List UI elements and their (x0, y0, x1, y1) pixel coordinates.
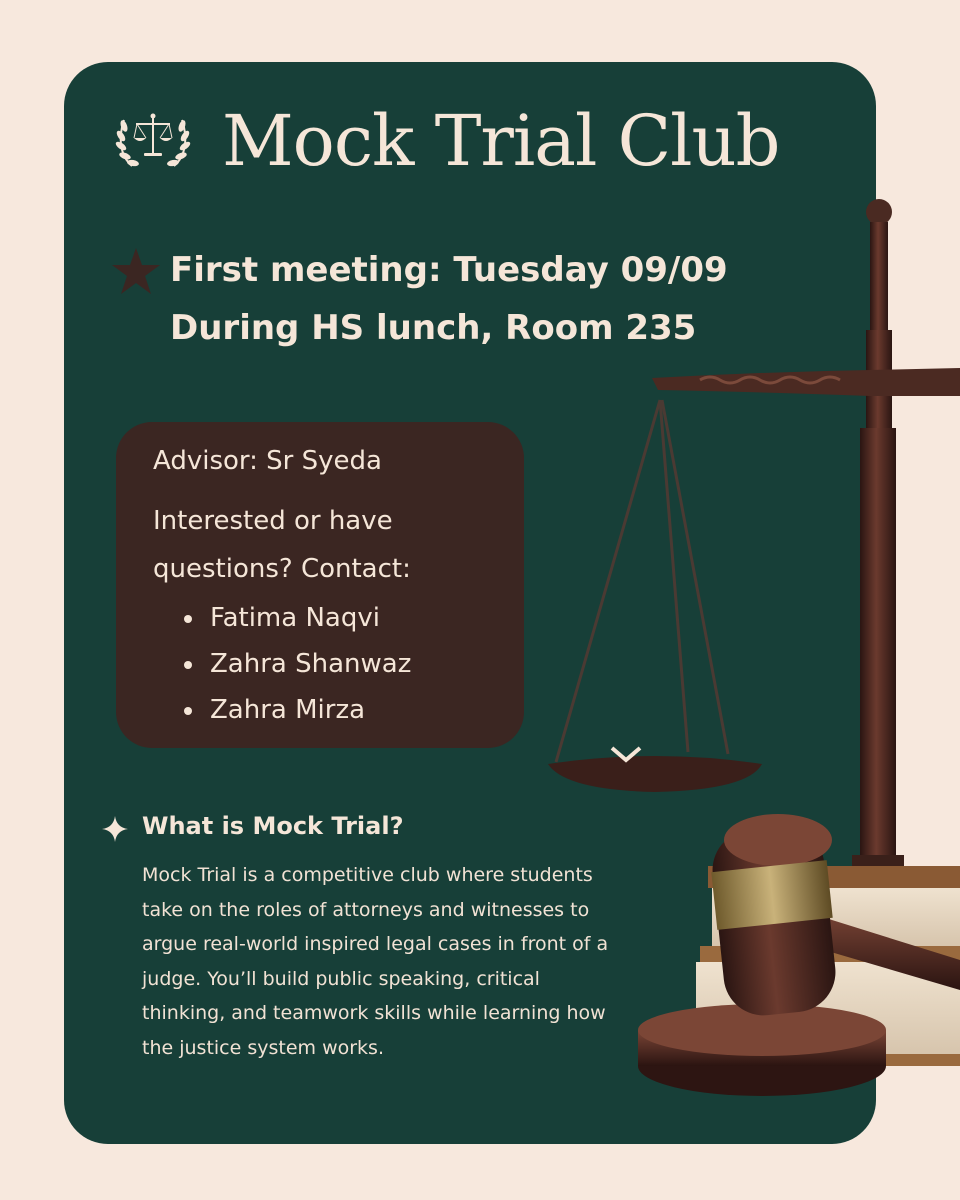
contact-box (116, 422, 524, 748)
meeting-location: During HS lunch, Room 235 (170, 308, 697, 348)
contact-prompt-line-1: Interested or have (153, 506, 393, 536)
page-title: Mock Trial Club (222, 100, 780, 182)
meeting-date: First meeting: Tuesday 09/09 (170, 250, 728, 290)
about-description: Mock Trial is a competitive club where students take on the roles of attorneys and witnesses to argue real-world inspired legal cases in front of a judge. You’ll build public speaking, critical thinking, and teamwork skills while learning how the justice system works. (142, 864, 609, 1059)
title-row (112, 96, 779, 186)
about-heading: What is Mock Trial? (142, 812, 404, 840)
contact-person: Zahra Mirza (182, 692, 411, 738)
scales-laurel-emblem-icon (112, 100, 194, 182)
contact-prompt-line-2: questions? Contact: (153, 554, 411, 584)
contact-person: Fatima Naqvi (182, 600, 411, 646)
contact-person: Zahra Shanwaz (182, 646, 411, 692)
contact-list (182, 600, 411, 738)
advisor-text: Advisor: Sr Syeda (153, 446, 382, 476)
star-icon (112, 248, 160, 294)
sparkle-icon (100, 814, 130, 844)
